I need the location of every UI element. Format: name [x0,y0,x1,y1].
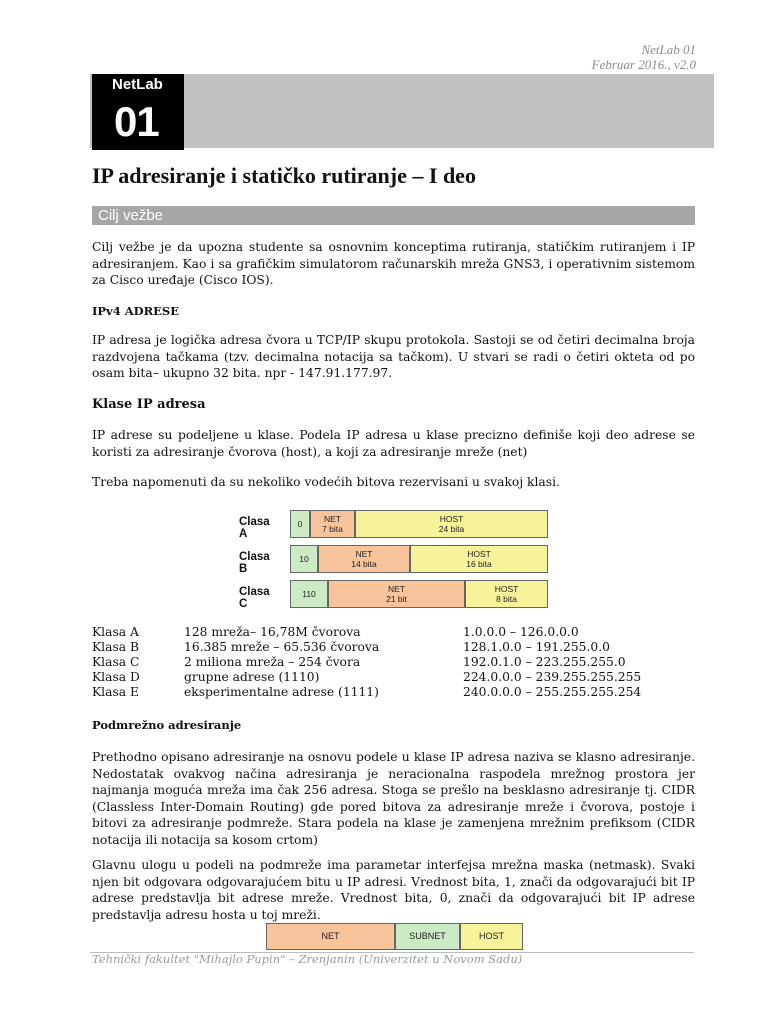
class-b-prefix: 10 [290,545,318,573]
class-description: 128 mreža– 16,78M čvorova [184,625,361,639]
class-description: eksperimentalne adrese (1111) [184,685,379,699]
subnet-paragraph: Prethodno opisano adresiranje na osnovu podele u klase IP adresa naziva se klasno adresiranje. Nedostatak ovakvog načina adresiranja je neracionalna raspodela mrežnog prostora jer najmanja moguća mreža ima čak 256 adresa. Stoga se prešlo na besklasno adresiranje tj. CIDR (Classless Inter-Domain Routing) gde pored bitova za adresiranje mreže i čvorova, postoje i bitovi za adresiranje podmreže. Stara podela na klase je zamenjena mrežnim prefiksom (CIDR notacija ili notacija sa kosom crtom) [92,750,695,847]
section-heading: Cilj vežbe [98,207,164,224]
header-doc-date: Februar 2016., v2.0 [591,57,696,72]
class-b-host: HOST 16 bita [410,545,548,573]
class-name: Klasa D [92,670,140,684]
class-name: Klasa C [92,655,140,669]
class-table-row [92,625,712,640]
class-description: grupne adrese (1110) [184,670,320,684]
class-c-prefix: 110 [290,580,328,608]
subnet-bar-host: HOST [460,923,523,950]
classes-heading: Klase IP adresa [92,397,206,412]
class-table-row [92,655,712,670]
class-a-net: NET 7 bita [310,510,355,538]
class-a-prefix: 0 [290,510,310,538]
class-description: 2 miliona mreža – 254 čvora [184,655,361,669]
class-description: 16.385 mreže – 65.536 čvorova [184,640,380,654]
class-range: 192.0.1.0 – 223.255.255.0 [463,655,626,669]
subnet-heading: Podmrežno adresiranje [92,718,242,732]
class-range: 240.0.0.0 – 255.255.255.254 [463,685,642,699]
section-heading-bar [92,206,695,225]
class-table-row [92,670,712,685]
class-c-host: HOST 8 bita [465,580,548,608]
class-name: Klasa A [92,625,139,639]
subnet-bar-subnet: SUBNET [395,923,460,950]
class-c-net: NET 21 bit [328,580,465,608]
class-a-label: Clasa A [239,516,270,540]
class-table-row [92,685,712,700]
badge-number: 01 [114,98,159,145]
header-doc-id: NetLab 01 [641,42,696,57]
reserved-paragraph: Treba napomenuti da su nekoliko vodećih bitova rezervisani u svakoj klasi. [92,475,560,489]
badge-label: NetLab [112,76,163,93]
ipv4-heading: IPv4 ADRESE [92,304,180,318]
class-range: 1.0.0.0 – 126.0.0.0 [463,625,579,639]
footer-text: Tehnički fakultet "Mihajlo Pupin" – Zrenjanin (Univerzitet u Novom Sadu) [92,952,523,966]
class-a-host: HOST 24 bita [355,510,548,538]
class-c-label: Clasa C [239,586,270,610]
subnet-bar-net: NET [266,923,395,950]
class-name: Klasa E [92,685,139,699]
class-b-label: Clasa B [239,551,270,575]
intro-paragraph: Cilj vežbe je da upozna studente sa osnovnim konceptima rutiranja, statičkim rutiranjem i IP adresiranjem. Kao i sa grafičkim simulatorom računarskih mreža GNS3, i operativnim sistemom za Cisco uređaje (Cisco IOS). [92,240,695,287]
ipv4-paragraph: IP adresa je logička adresa čvora u TCP/IP skupu protokola. Sastoji se od četiri decimalna broja razdvojena tačkama (tzv. decimalna notacija sa tačkom). U stvari se radi o četiri okteta od po osam bita– ukupno 32 bita. npr - 147.91.177.97. [92,333,695,380]
class-table-row [92,640,712,655]
class-name: Klasa B [92,640,140,654]
class-range: 224.0.0.0 – 239.255.255.255 [463,670,642,684]
page-title: IP adresiranje i statičko rutiranje – I deo [92,163,476,188]
netlab-badge [92,74,184,150]
classes-paragraph: IP adrese su podeljene u klase. Podela IP adresa u klase precizno definiše koji deo adrese se koristi za adresiranje čvorova (host), a koji za adresiranje mreže (net) [92,428,695,459]
netmask-paragraph: Glavnu ulogu u podeli na podmreže ima parametar interfejsa mrežna maska (netmask). Svaki njen bit odgovara odgovarajućem bitu u IP adresi. Vrednost bita, 1, znači da odgovarajući bit IP adrese predstavlja bit adrese mreže. Vrednost bita, 0, znači da odgovarajući bit IP adrese predstavlja adresu hosta u toj mreži. [92,858,695,922]
class-b-net: NET 14 bita [318,545,410,573]
class-range: 128.1.0.0 – 191.255.0.0 [463,640,610,654]
